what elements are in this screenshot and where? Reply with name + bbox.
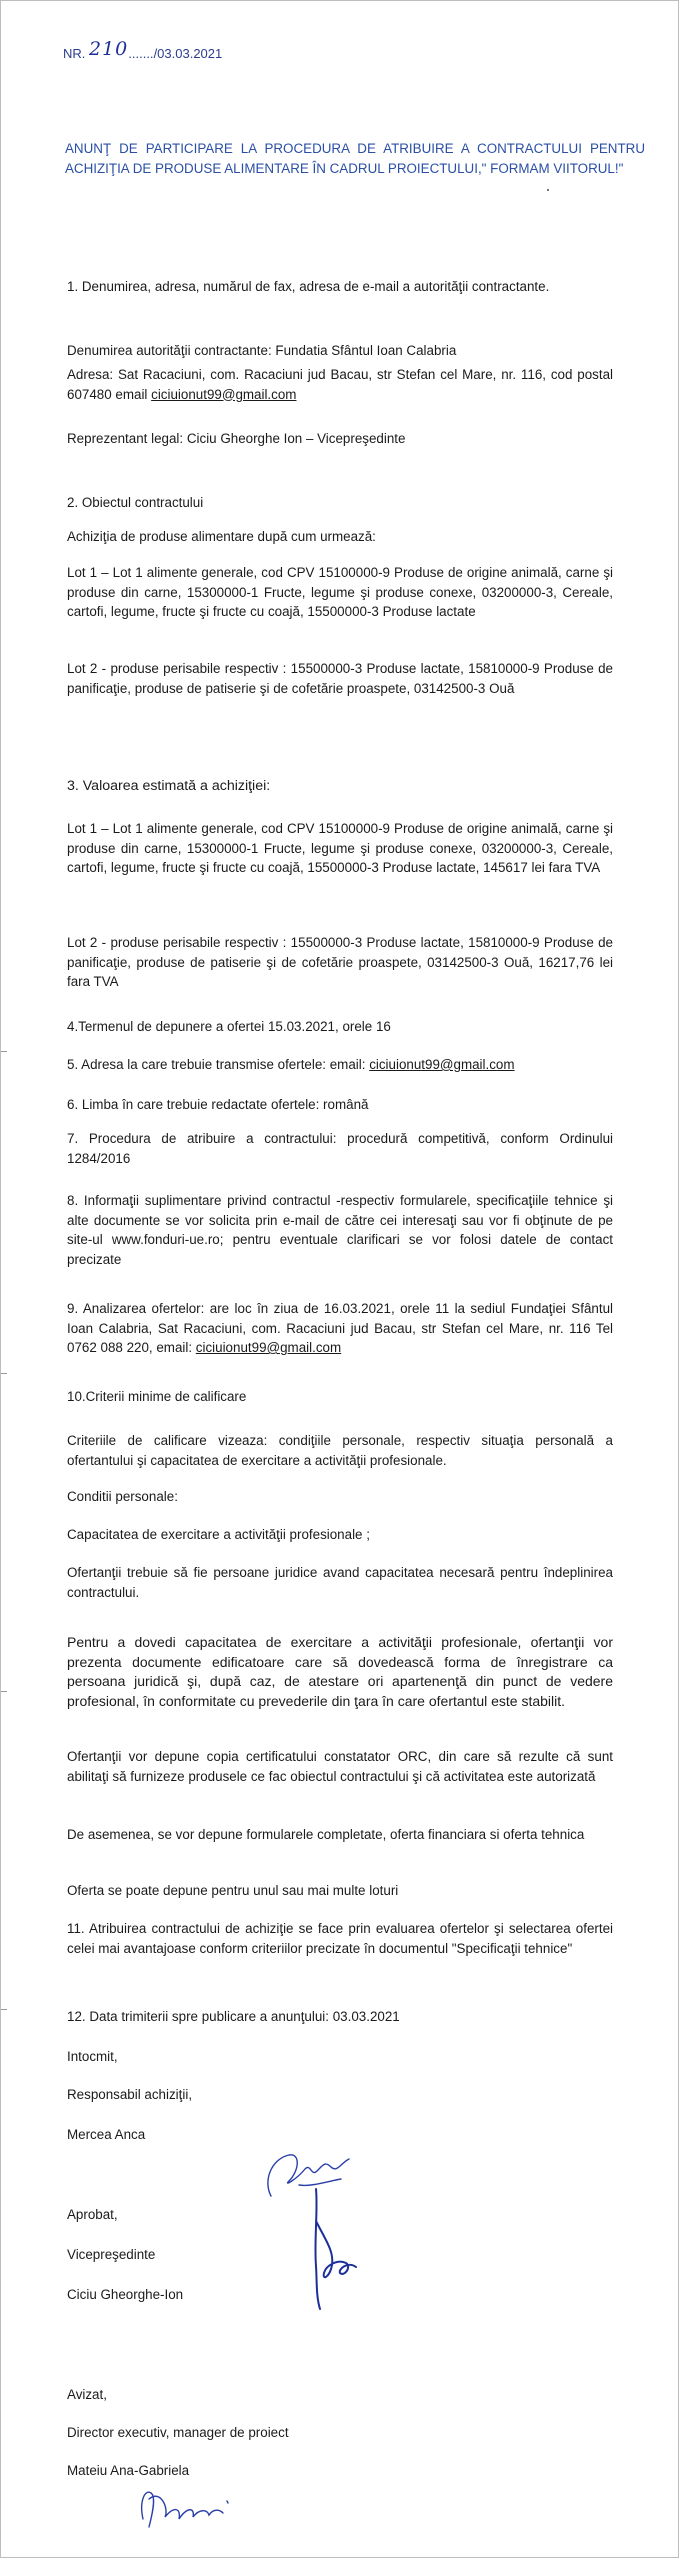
section-3-lot-2: Lot 2 - produse perisabile respectiv : 15500000-3 Produse lactate, 15810000-9 Produse de panificaţie, produse de patiserie şi de cofetărie proaspete, 03142500-3 Ouă, 16217,76 lei fara TVA	[67, 935, 613, 989]
section-11: 11. Atribuirea contractului de achiziţie se face prin evaluarea ofertelor şi selectarea ofertei celei mai avantajoase conform criteriilor precizate în documentul "Specificaţii tehnice"	[67, 1921, 613, 1956]
section-10-bidders: Ofertanţii trebuie să fie persoane juridice avand capacitatea necesară pentru îndeplinirea contractului.	[67, 1565, 613, 1600]
section-1-heading: 1. Denumirea, adresa, numărul de fax, adresa de e-mail a autorităţii contractante.	[67, 279, 550, 294]
edge-mark	[1, 1373, 7, 1374]
signature-ciciu-gheorghe-ion	[286, 2181, 376, 2321]
authority-name: Denumirea autorităţii contractante: Fundatia Sfântul Ioan Calabria	[67, 343, 457, 358]
intocmit-label: Intocmit,	[67, 2049, 118, 2064]
name-executive-director: Mateiu Ana-Gabriela	[67, 2463, 190, 2478]
section-2-lot-1: Lot 1 – Lot 1 alimente generale, cod CPV 15100000-9 Produse de origine animală, carne şi produse din carne, 15300000-1 Fructe, legume şi produse conexe, 03200000-3, Cereale, cartofi, legume, fructe şi fructe cu coajă, 15500000-3 Produse lactate	[67, 565, 613, 619]
nr-dots: .......	[128, 46, 154, 61]
address-text: Adresa: Sat Racaciuni, com. Racaciuni jud Bacau, str Stefan cel Mare, nr. 116, cod postal 607480 email	[67, 367, 613, 402]
role-executive-director: Director executiv, manager de proiect	[67, 2425, 289, 2440]
section-10-proof: Pentru a dovedi capacitatea de exercitare a activităţii profesionale, ofertanţii vor prezenta documente edificatoare care să dovedească forma de înregistrare ca persoana juridică şi, după caz, de atestare ori apartenenţă din punct de vedere profesional, în conformitate cu prevederile din ţara în care ofertantul este stabilit.	[67, 1634, 613, 1709]
section-7: 7. Procedura de atribuire a contractului: procedură competitivă, conform Ordinului 1284/2016	[67, 1131, 613, 1166]
section-3-lot-1: Lot 1 – Lot 1 alimente generale, cod CPV 15100000-9 Produse de origine animală, carne şi produse din carne, 15300000-1 Fructe, legume şi produse conexe, 03200000-3, Cereale, cartofi, legume, fructe şi fructe cu coajă, 15500000-3 Produse lactate, 145617 lei fara TVA	[67, 821, 613, 875]
section-2-lot-2: Lot 2 - produse perisabile respectiv : 15500000-3 Produse lactate, 15810000-9 Produse de panificaţie, produse de patiserie şi de cofetărie proaspete, 03142500-3 Ouă	[67, 661, 613, 696]
section-10-heading: 10.Criterii minime de calificare	[67, 1389, 247, 1404]
email-link[interactable]: ciciuionut99@gmail.com	[195, 1340, 342, 1355]
name-procurement: Mercea Anca	[67, 2127, 146, 2142]
section-10-forms: De asemenea, se vor depune formularele completate, oferta financiara si oferta tehnica	[67, 1827, 585, 1842]
email-link[interactable]: ciciuionut99@gmail.com	[151, 386, 297, 402]
section-12: 12. Data trimiterii spre publicare a anunţului: 03.03.2021	[67, 2009, 400, 2024]
edge-mark	[1, 1691, 7, 1692]
section-10-criteria: Criteriile de calificare vizeaza: condiţiile personale, respectiv situaţia personală a ofertantului şi capacitatea de exercitare a activităţii profesionale.	[67, 1433, 613, 1468]
section-5	[67, 1055, 613, 1075]
section-8: 8. Informaţii suplimentare privind contractul -respectiv formularele, specificaţiile tehnice şi alte documente se vor solicita prin e-mail de către cei interesaţi sau vor fi obţinute de pe site-ul www.fonduri-ue.ro; pentru eventuale clarificari se vor folosi datele de contact precizate	[67, 1193, 613, 1267]
section-4: 4.Termenul de depunere a ofertei 15.03.2021, orele 16	[67, 1019, 391, 1034]
section-6: 6. Limba în care trebuie redactate ofertele: română	[67, 1097, 369, 1112]
section-5-text: 5. Adresa la care trebuie transmise ofertele: email:	[67, 1057, 370, 1072]
authority-address	[67, 365, 613, 404]
section-10-personal-conditions: Conditii personale:	[67, 1489, 178, 1504]
section-2-heading: 2. Obiectul contractului	[67, 495, 204, 510]
speck	[547, 189, 549, 191]
legal-representative: Reprezentant legal: Ciciu Gheorghe Ion – Vicepreşedinte	[67, 431, 406, 446]
edge-mark	[1, 2009, 7, 2010]
email-link[interactable]: ciciuionut99@gmail.com	[369, 1057, 515, 1072]
role-vicepresident: Vicepreşedinte	[67, 2247, 156, 2262]
document-title: ANUNŢ DE PARTICIPARE LA PROCEDURA DE ATRIBUIRE A CONTRACTULUI PENTRU ACHIZIŢIA DE PRODUSE ALIMENTARE ÎN CADRUL PROIECTULUI," FORMAM VIITORUL!"	[65, 141, 645, 176]
nr-date: /03.03.2021	[153, 46, 223, 61]
section-9	[67, 1299, 613, 1358]
avizat-label: Avizat,	[67, 2387, 107, 2402]
edge-mark	[1, 1051, 7, 1052]
role-procurement: Responsabil achiziţii,	[67, 2087, 193, 2102]
nr-prefix: NR.	[63, 46, 89, 61]
section-10-lots: Oferta se poate depune pentru unul sau mai multe loturi	[67, 1883, 399, 1898]
handwritten-number: 210	[89, 38, 129, 60]
registration-number	[63, 38, 223, 63]
section-10-capacity: Capacitatea de exercitare a activităţii profesionale ;	[67, 1527, 370, 1542]
signature-mateiu-ana-gabriela	[129, 2479, 249, 2539]
section-10-orc-certificate: Ofertanţii vor depune copia certificatului constatator ORC, din care să rezulte că sunt abilitaţi să furnizeze produsele ce fac obiectul contractului şi că activitatea este autorizată	[67, 1749, 613, 1784]
section-3-heading: 3. Valoarea estimată a achiziţiei:	[67, 778, 271, 794]
name-vicepresident: Ciciu Gheorghe-Ion	[67, 2287, 184, 2302]
section-2-intro: Achiziţia de produse alimentare după cum urmează:	[67, 529, 376, 544]
aprobat-label: Aprobat,	[67, 2207, 118, 2222]
section-9-text: 9. Analizarea ofertelor: are loc în ziua de 16.03.2021, orele 11 la sediul Fundaţiei Sfântul Ioan Calabria, Sat Racaciuni, com. Racaciuni jud Bacau, str Stefan cel Mare, nr. 116 Tel 0762 088 220, email:	[67, 1301, 613, 1355]
